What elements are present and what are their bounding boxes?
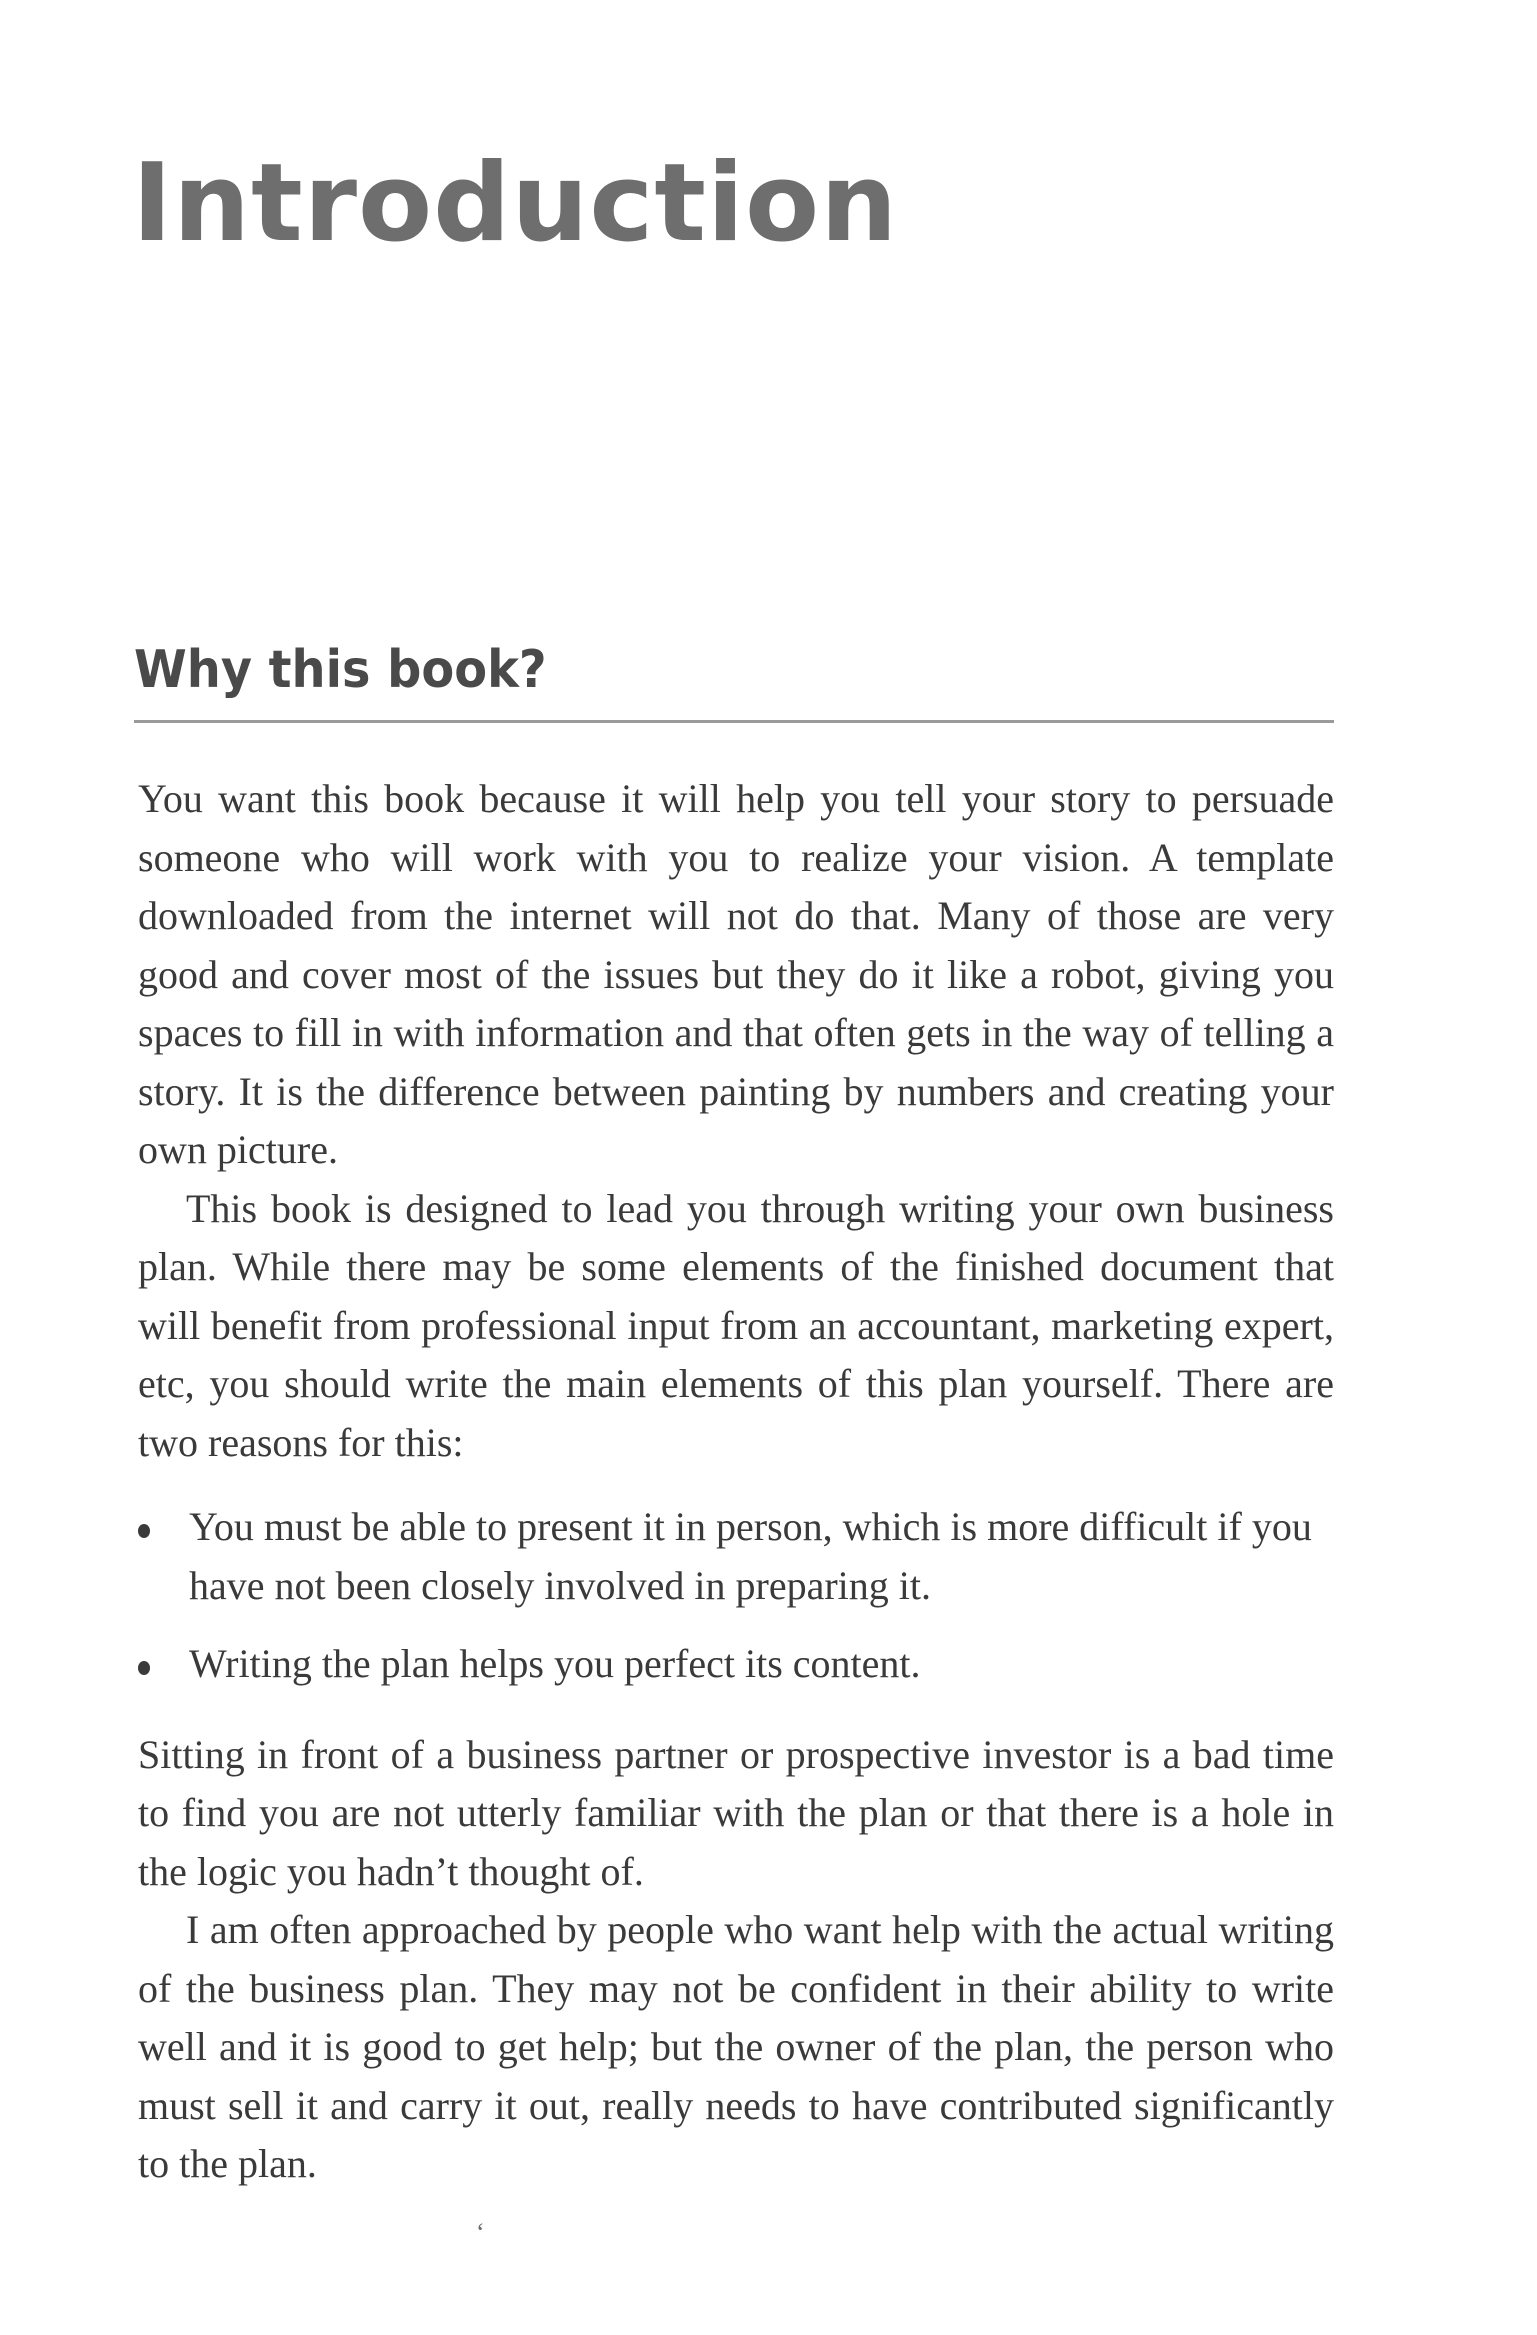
paragraph-approached: I am often approached by people who want help with the actual writing of the business plan. They may not be confident in their ability to write well and it is good to get help; but the owner of the plan, the person who must sell it and carry it out, really needs to have contributed significantly to the plan. xyxy=(138,1907,1334,2186)
reasons-list xyxy=(138,1498,1334,1694)
print-artifact-mark: ʻ xyxy=(476,2218,485,2247)
list-item xyxy=(138,1635,1334,1694)
section-heading: Why this book? xyxy=(134,640,547,700)
bullet-icon xyxy=(138,1661,150,1675)
chapter-title: Introduction xyxy=(132,141,899,266)
list-item xyxy=(138,1498,1334,1615)
paragraph-design: This book is designed to lead you through writing your own business plan. While there may be some elements of the finished document that will benefit from professional input from an accountant, marketing expert, etc, you should write the main elements of this plan yourself. There are two reasons for this: xyxy=(138,1185,1334,1465)
body-text xyxy=(138,770,1334,2194)
list-item-text: You must be able to present it in person, which is more difficult if you have not been closely involved in preparing it. xyxy=(189,1504,1312,1608)
list-item-text: Writing the plan helps you perfect its content. xyxy=(189,1641,921,1686)
paragraph-intro: You want this book because it will help you tell your story to persuade someone who will work with you to realize your vision. A template downloaded from the internet will not do that. Many of those are very good and cover most of the issues but they do it like a robot, giving you spaces to fill in with information and that often gets in the way of telling a story. It is the difference between painting by numbers and creating your own picture. xyxy=(138,776,1334,1172)
section-divider xyxy=(134,720,1334,723)
paragraph-sitting: Sitting in front of a business partner or prospective investor is a bad time to find you are not utterly familiar with the plan or that there is a hole in the logic you hadn’t thought of. xyxy=(138,1731,1334,1894)
bullet-icon xyxy=(138,1524,150,1538)
